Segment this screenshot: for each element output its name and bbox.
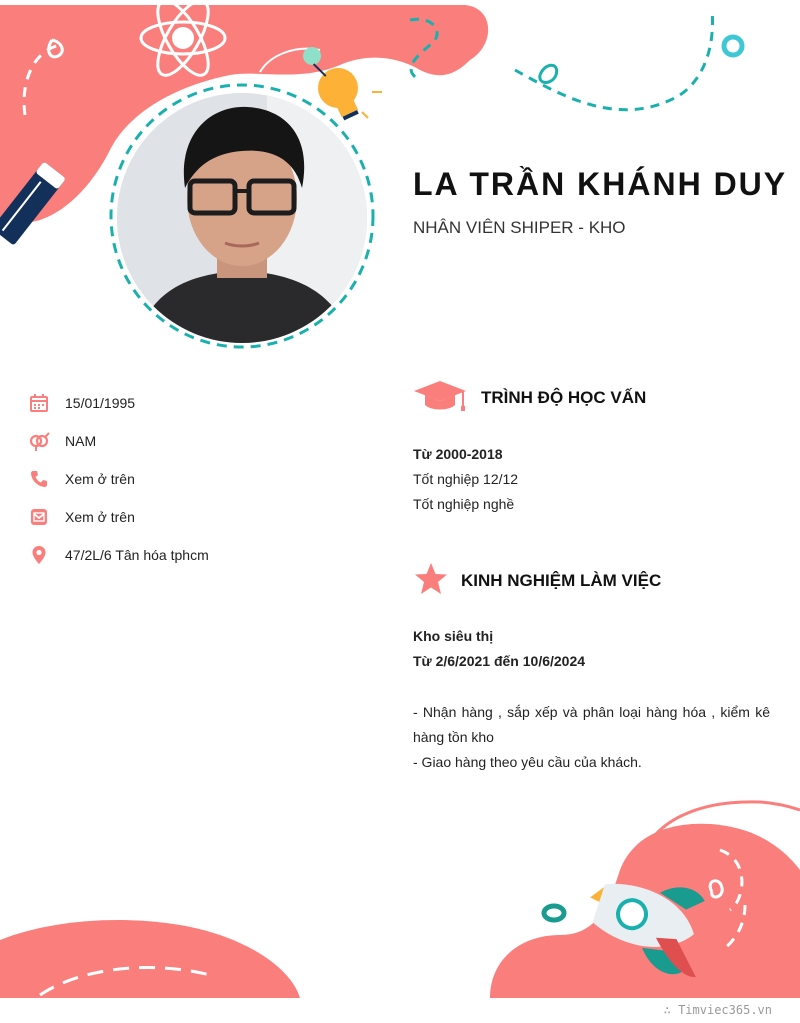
experience-body [413, 624, 770, 775]
education-line: Tốt nghiệp 12/12 [413, 471, 519, 487]
contact-email [28, 498, 368, 536]
experience-header [413, 561, 770, 601]
contact-phone [28, 460, 368, 498]
contact-text: Xem ở trên [65, 509, 135, 525]
contact-birthdate [28, 384, 368, 422]
education-section [413, 378, 770, 517]
contact-text: 47/2L/6 Tân hóa tphcm [65, 547, 209, 563]
experience-heading: KINH NGHIỆM LÀM VIỆC [461, 571, 662, 590]
experience-company: Kho siêu thị [413, 628, 494, 644]
star-icon [413, 561, 449, 602]
experience-section [413, 561, 770, 775]
education-header [413, 378, 770, 418]
education-body [413, 442, 770, 517]
graduation-cap-icon [413, 379, 467, 418]
profile-photo [117, 93, 367, 343]
contact-text: 15/01/1995 [65, 395, 136, 411]
calendar-icon [28, 392, 50, 414]
experience-duty: - Giao hàng theo yêu cầu của khách. [413, 754, 642, 770]
location-icon [28, 544, 50, 566]
experience-period: Từ 2/6/2021 đến 10/6/2024 [413, 653, 586, 669]
education-line: Tốt nghiệp nghề [413, 496, 515, 512]
gender-icon [28, 430, 50, 452]
candidate-name: LA TRẦN KHÁNH DUY [413, 166, 788, 202]
watermark: ∴ Timviec365.vn [663, 1003, 772, 1017]
education-period: Từ 2000-2018 [413, 446, 503, 462]
contact-address [28, 536, 368, 574]
bottom-left-blob [0, 920, 300, 998]
contact-list [28, 384, 368, 574]
experience-duty: - Nhận hàng , sắp xếp và phân loại hàng hóa , kiểm kê hàng tồn kho [413, 704, 770, 745]
contact-text: NAM [65, 433, 97, 449]
contact-text: Xem ở trên [65, 471, 135, 487]
education-heading: TRÌNH ĐỘ HỌC VẤN [481, 388, 647, 407]
email-icon [28, 506, 50, 528]
phone-icon [28, 468, 50, 490]
contact-gender [28, 422, 368, 460]
job-title: NHÂN VIÊN SHIPER - KHO [413, 218, 626, 237]
